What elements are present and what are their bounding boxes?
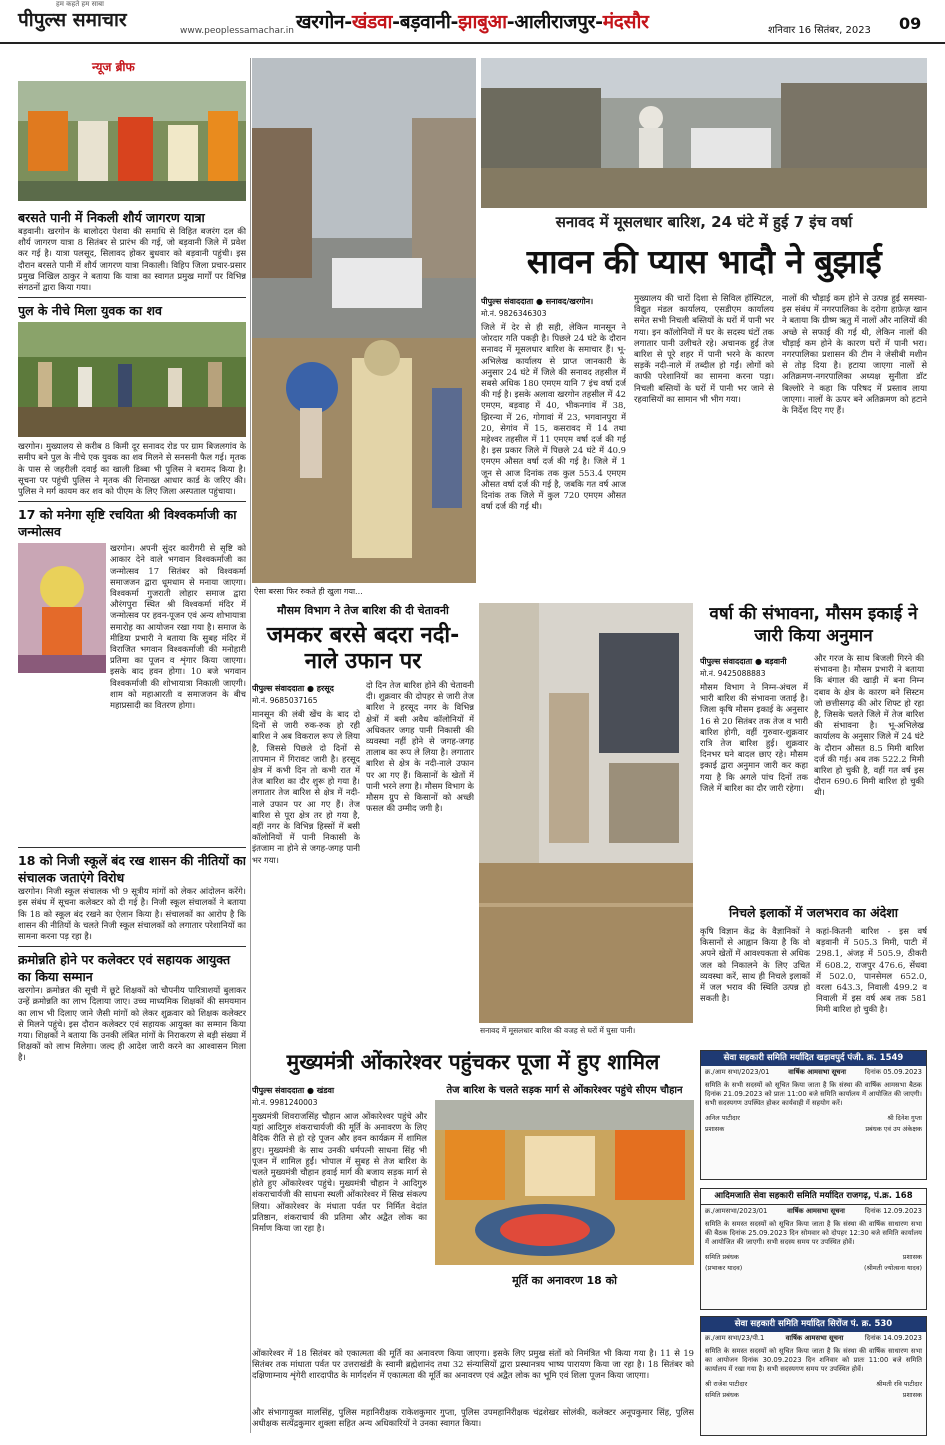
divider (18, 297, 246, 298)
forecast-mobile: मो.नं. 9425088883 (700, 669, 766, 678)
waterlogging-headline[interactable]: निचले इलाकों में जलभराव का अंदेशा (728, 905, 899, 920)
forecast-column-2: और गरज के साथ बिजली गिरने की संभावना है। मौसम प्रभारी ने बताया कि बंगाल की खाड़ी में बना निम्न दबाव के क्षेत्र के कारण बने सिस्टम जो छत्तीसगढ़ की ओर शिफ्ट हो रहा है, जिसके चलते जिले में तेज बारिश की संभावना है। भू-अभिलेख कार्यालय के अनुसार जिले में 24 घंटे के दौरान औसत 8.5 मिमी बारिश दर्ज की गई। अब तक 522.2 मिमी बारिश हो चुकी है, वहीं गत वर्ष इस दौरान 690.6 मिमी बारिश हो चुकी थी। (814, 653, 924, 798)
page-number: 09 (899, 14, 922, 33)
lead-column-1: जिले में देर से ही सही, लेकिन मानसून ने जोरदार गति पकड़ी है। पिछले 24 घंटे के दौरान सनावद में मूसलधार बारिश के समाचार हैं। भू-अभिलेख कार्यालय से प्राप्त जानकारी के अनुसार 24 घंटे में जिले की सनावद तहसील में सबसे अधिक 180 एमएम यानि 7 इंच वर्षा दर्ज की गई है। इसके अलावा खरगोन तहसील में 42 एमएम, बड़वाह में 40, भीकनगांव में 38, झिरन्या में 26, गोगावां में 23, भगवानपुरा में 20, सेगांव में 15, कसरावद में 14 तथा महेश्वर तहसील में 11 एमएम वर्षा दर्ज की गई है। इस प्रकार जिले में पिछले 24 घंटे में 40.9 एमएम औसत वर्षा दर्ज की गई है। जिले में 1 जून से आज दिनांक तक कुल 553.4 एमएम औसत वर्षा दर्ज की गई है, जबकि गत वर्ष आज दिनांक तक जिले में कुल 720 एमएम औसत वर्षा दर्ज की गई थी। (481, 322, 626, 512)
place-khargone: खरगोन (296, 11, 345, 33)
notice-3-role-right: प्रशासक (902, 1391, 922, 1399)
lead-headline[interactable]: सावन की प्यास भादौ ने बुझाई (526, 242, 882, 281)
place-alirajpur: आलीराजपुर (514, 11, 596, 33)
notice-1-role-right: प्रबंधक एवं उप अंकेक्षक (865, 1125, 922, 1133)
brief-1-body: बड़वानी। खरगोन के बालोदरा पेशवा की समाधि से विहित बजरंग दल की शौर्य जागरण यात्रा 8 सितंबर से प्रारंभ की गई, जो बड़वानी जिले में प्रवेश कर गई है। यात्रा पलसूद, सिलावद होकर बुधवार को बड़वानी पहुंची। इस दौरान बरसते पानी में शौर्य जागरण यात्रा निकाली। विहिप जिला प्रचार-प्रसार प्रमुख निखिल ठाकुर ने बताया कि यात्रा का स्वागत प्रमुख मार्गों पर विभिन्न संगठनों द्वारा किया गया। (18, 226, 246, 293)
brief-3-title[interactable]: 17 को मनेगा सृष्टि रचयिता श्री विश्वकर्माजी का जन्मोत्सव (18, 507, 237, 540)
cm-caption: मूर्ति का अनावरण 18 को (512, 1274, 617, 1287)
cm-mobile: मो.नं. 9981240003 (252, 1098, 318, 1107)
notice-3-body: समिति के समस्त सदस्यों को सूचित किया जाता है कि संस्था की वार्षिक साधारण सभा का आयोजन दिनांक 30.09.2023 दिन शनिवार को प्रातः 11:00 बजे समिति कार्यालय में रखा गया है। सभी सदस्यगण समय पर उपस्थित होवें। (705, 1347, 922, 1373)
lead-story (481, 212, 927, 592)
lead-mobile: मो.नं. 9826346303 (481, 309, 547, 318)
cm-subhead: तेज बारिश के चलते सड़क मार्ग से ओंकारेश्वर पहुंचे सीएम चौहान (446, 1085, 683, 1096)
sanawad-rain-photo (481, 58, 927, 208)
notice-2-role-right: (श्रीमती ज्योत्सना यादव) (864, 1264, 922, 1272)
brief-4-title[interactable]: 18 को निजी स्कूलें बंद रख शासन की नीतियों का संचालक जताएंगे विरोध (18, 853, 246, 886)
forecast-column-1: मौसम विभाग ने निम्न-अंचल में भारी बारिश की संभावना जताई है। जिला कृषि मौसम इकाई के अनुसार 16 से 20 सितंबर तक तेज व भारी बारिश होगी, वहीं गुरुवार-शुक्रवार रात्रि तेज बारिश हुई। शुक्रवार दिनभर घने बादल छाए रहे। मौसम इकाई द्वारा अनुमान जारी कर कहा गया है कि अगले पांच दिनों तक जिले में बारिश का दौर जारी रहेगा। (700, 682, 808, 793)
place-barwani: बड़वानी (399, 11, 451, 33)
newspaper-logo[interactable]: हम कहते हम साबा पीपुल्स समाचार (18, 0, 127, 31)
divider (18, 946, 246, 947)
notice-3-ref: क्र./आम सभा/23/पी.1 (705, 1334, 765, 1342)
weather-column-2: दो दिन तेज बारिश होने की चेतावनी दी। शुक्रवार की दोपहर से जारी तेज बारिश ने हरसूद नगर के विभिन्न क्षेत्रों में बसी अवैध कॉलोनियों में अधिकतर जगह पानी निकासी की व्यवस्था नहीं होने से जगह-जगह तालाब का रूप ले लिया है। लगातार बारिश से क्षेत्र के नदी-नाले उफान पर आ गए हैं। किसानों के खेतों में पानी भरने लगा है। मौसम विभाग के मौसम ग्रुप से किसानों को अच्छी फसल की उम्मीद जगी है। (366, 680, 474, 814)
brief-2-body: खरगोन। मुख्यालय से करीब 8 किमी दूर सनावद रोड पर ग्राम बिजलगांव के समीप बने पुल के नीचे एक युवक का शव मिलने से सनसनी फैल गई। मृतक के पास से जहरीली दवाई का खाली डिब्बा भी पुलिस ने बरामद किया है। सूचना पर पहुंची पुलिस ने मृतक की शिनाख्त आधार कार्ड के जरिए की। पुलिस ने मर्ग कायम कर शव को पीएम के लिए जिला अस्पताल पहुंचाया। (18, 441, 246, 497)
website-url[interactable]: www.peoplessamachar.in (180, 26, 294, 36)
lead-byline: पीपुल्स संवाददाता ● सनावद/खरगोन। (481, 297, 594, 306)
lead-column-2: मुख्यालय की चारों दिशा से सिविल हॉस्पिटल, विद्युत मंडल कार्यालय, एसडीएम कार्यालय समेत सभी निचली बस्तियों के घरों में पानी भर गया। इन कॉलोनियों में घर के सदस्य घंटों तक लगातार पानी उलीचते रहे। अचानक हुई तेज बारिश से पूरे शहर में पानी भरने के कारण सड़कें नदी-नाले में तब्दील हो गईं। लोगों को काफी परेशानियों का सामना करना पड़ा। निचली बस्तियों के घरों में पानी भर जाने से रहवासियों का सामान भी भीग गया। (634, 293, 774, 404)
notice-1 (700, 1050, 927, 1180)
vishwakarma-idol-photo (18, 543, 106, 673)
rain-forecast-story (700, 603, 927, 898)
bridge-body-photo (18, 322, 246, 437)
notice-1-role-left: प्रशासक (705, 1125, 725, 1133)
notice-3-role-left: समिति प्रबंधक (705, 1391, 739, 1399)
cm-body: मुख्यमंत्री शिवराजसिंह चौहान आज ओंकारेश्वर पहुंचे और यहां आदिगुरु शंकराचार्यजी की मूर्ति के अनावरण के लिए वैदिक रीति से हो रहे पूजन और हवन कार्यक्रम में शामिल हुए। मुख्यमंत्री के साथ उनकी धर्मपत्नी साधना सिंह भी पूजन में शामिल हुईं। भोपाल में सुबह से तेज बारिश के चलते मुख्यमंत्री चौहान हवाई मार्ग की बजाय सड़क मार्ग से होते हुए ओंकारेश्वर पहुंचे। मुख्यमंत्री चौहान ने आदिगुरु शंकराचार्यजी की साधना स्थली ओंकारेश्वर में सिख संकल्प लिया। ओंकारेश्वर के मंधाता पर्वत पर निर्मित वेदांत प्रतिष्ठान, शंकराचार्य की प्रतिमा और अद्वैत लोक का निर्माण किया जा रहा है। (252, 1111, 427, 1234)
weather-story (252, 603, 474, 1043)
notice-3-sign-left: श्री राजेश पाटीदार (705, 1380, 748, 1388)
notice-2-role-left: (प्रभाकर यादव) (705, 1264, 743, 1272)
notice-2-subject: वार्षिक आमसभा सूचना (787, 1207, 845, 1215)
weather-mobile: मो.नं. 9685037165 (252, 696, 318, 705)
brief-3-body: खरगोन। अपनी सुंदर कारीगरी से सृष्टि को आकार देने वाले भगवान विश्वकर्माजी का जन्मोत्सव 17 सितंबर को विश्वकर्मा समाजजन द्वारा धूमधाम से मनाया जाएगा। विश्वकर्मा गुजराती लोहार समाज द्वारा औरंगपुरा स्थित श्री विश्वकर्मा मंदिर में जन्मोत्सव पर हवन-पूजन एवं अन्य शोभायात्रा समारोह का आयोजन रखा गया है। समाज के मीडिया प्रभारी ने बताया कि सुबह मंदिर में विराजित भगवान विश्वकर्माजी की मनोहारी प्रतिमा का पूजन व शृंगार किया जाएगा। इसके बाद हवन होगा। 10 बजे भगवान विश्वकर्माजी की शोभायात्रा निकाली जाएगी। शाम को महाआरती व समाजजन के बीच महाप्रसादी का वितरण होगा। (110, 543, 246, 711)
brief-4-body: खरगोन। निजी स्कूल संचालक भी 9 सूत्रीय मांगों को लेकर आंदोलन करेंगे। इस संबंध में सूचना कलेक्टर को दी गई है। निजी स्कूल संचालकों ने बताया कि 18 को स्कूल बंद रखने का ऐलान किया है। संचालकों का आरोप है कि शासन की नीतियों के चलते निजी स्कूल संचालकों को लगातार परेशानियों का सामना करना पड़ रहा है। (18, 886, 246, 942)
lead-column-3: नालों की चौड़ाई कम होने से उत्पन्न हुई समस्या-इस संबंध में नगरपालिका के दरोगा हाफ़ेज़ खान ने बताया कि ग्रीष्म ऋतु में नालों और नालियों की अच्छे से सफाई की गई थी, लेकिन नालों की चौड़ाई कम होने के कारण घरों में पानी भरा। नगरपालिका प्रशासन की टीम ने जेसीबी मशीन से तोड़ दिया है। हटाया जाएगा नालों से अतिक्रमण-नगरपालिका अध्यक्ष सुनीता डॉट बिल्लोरे ने कहा कि परिषद में प्रस्ताव लाया जाएगा। नालों के ऊपर बने अतिक्रमण को हटाने के निर्देश दिए गए हैं। (782, 293, 927, 416)
divider (18, 501, 246, 502)
notice-1-body: समिति के सभी सदस्यों को सूचित किया जाता है कि संस्था की वार्षिक आमसभा बैठक दिनांक 21.09.2023 को प्रातः 11:00 बजे समिति कार्यालय में आयोजित की जाएगी। सभी सदस्यगण उपस्थित होकर कार्यवाही में सहयोग करें। (705, 1081, 922, 1107)
brief-2-title[interactable]: पुल के नीचे मिला युवक का शव (18, 303, 162, 319)
waterlogging-column-1: कृषि विज्ञान केंद्र के वैज्ञानिकों ने किसानों से आह्वान किया है कि वो अपने खेतों में आवश्यकता से अधिक जल को निकालने के लिए उचित व्यवस्था करें, साथ ही निचले इलाकों में जल भराव की स्थिति उत्पन्न हो सकती है। (700, 926, 810, 1004)
notice-2 (700, 1188, 927, 1310)
omkareshwar-puja-photo (435, 1100, 694, 1265)
notice-2-ref: क्र./आमसभा/2023/01 (705, 1207, 768, 1215)
cm-headline[interactable]: मुख्यमंत्री ओंकारेश्वर पहुंचकर पूजा में हुए शामिल (286, 1050, 660, 1074)
place-mandsaur: मंदसौर (602, 11, 649, 33)
brief-1-title[interactable]: बरसते पानी में निकली शौर्य जागरण यात्रा (18, 210, 205, 225)
cm-attendees: और संभागायुक्त मालसिंह, पुलिस महानिरीक्षक राकेशकुमार गुप्ता, पुलिस उपमहानिरीक्षक चंद्रशेखर सोलंकी, कलेक्टर अनूपकुमार सिंह, पुलिस अधीक्षक सत्येंद्रकुमार शुक्ला सहित अन्य अधिकारियों ने उनका स्वागत किया। (252, 1407, 694, 1429)
weather-headline[interactable]: जमकर बरसे बदरा नदी-नाले उफान पर (266, 623, 460, 674)
forecast-byline: पीपुल्स संवाददाता ● बड़वानी (700, 657, 787, 666)
logo-tagline: हम कहते हम साबा (56, 0, 104, 8)
notice-3-title: सेवा सहकारी समिति मर्यादित सिरोंज पं. क्र. 530 (701, 1317, 926, 1332)
flood-photo-caption: ऐसा बरसा फिर रुकते ही खुला गया... (254, 587, 363, 596)
room-photo-caption: सनावद में मूसलधार बारिश की वजह से घरों में घुसा पानी। (480, 1026, 636, 1035)
notice-3-date: दिनांक 14.09.2023 (864, 1334, 922, 1342)
masthead (0, 0, 945, 44)
brief-5-title[interactable]: क्रमोन्नति होने पर कलेक्टर एवं सहायक आयुक्त का किया सम्मान (18, 952, 231, 985)
weather-byline: पीपुल्स संवाददाता ● हरसूद (252, 684, 334, 693)
notice-1-sign-right: श्री दिनेश गुप्ता (887, 1114, 922, 1122)
column-divider (250, 58, 251, 1433)
brief-5-body: खरगोन। क्रमोन्नत की सूची में छूटे शिक्षकों को चौपनीय पारित्राशयों बुलाकर उन्हें क्रमोन्नति का लाभ दिलाया जाए। उच्च माध्यमिक शिक्षकों की समयमान का लाभ भी दिलाए जाने जैसी मांगों को लेकर शुक्रवार को शिक्षक कलेक्टर से मिलने पहुंचे। इस दौरान कलेक्टर एवं सहायक आयुक्त का सम्मान किया गया। शिक्षकों ने बताया कि उनकी लंबित मांगों के निराकरण से बड़ी संख्या में शिक्षकों को लाभ मिलेगा। जल्द ही आदेश जारी करने का आश्वासन मिला है। (18, 985, 246, 1063)
notice-1-date: दिनांक 05.09.2023 (864, 1068, 922, 1076)
forecast-headline[interactable]: वर्षा की संभावना, मौसम इकाई ने जारी किया अनुमान (709, 604, 918, 646)
notice-2-title: आदिमजाति सेवा सहकारी समिति मर्यादित राजगढ़, पं.क्र. 168 (701, 1189, 926, 1205)
procession-photo (18, 81, 246, 201)
notice-2-sign-right: प्रशासक (902, 1253, 922, 1261)
notice-1-ref: क्र./आम सभा/2023/01 (705, 1068, 770, 1076)
notice-1-title: सेवा सहकारी समिति मर्यादित खड़ावपुर्द पंजी. क्र. 1549 (701, 1051, 926, 1066)
cm-byline: पीपुल्स संवाददाता ● खंडवा (252, 1086, 335, 1095)
edition-places: खरगोन-खंडवा-बड़वानी-झाबुआ-आलीराजपुर-मंदसौर (296, 11, 649, 33)
flooded-street-photo (252, 58, 476, 583)
place-khandwa: खंडवा (351, 11, 393, 33)
news-brief-column (18, 58, 246, 1433)
notice-1-sign-left: अनिल पाटीदार (705, 1114, 740, 1122)
notice-2-date: दिनांक 12.09.2023 (864, 1207, 922, 1215)
notice-3-sign-right: श्रीमती रवि पाटीदार (876, 1380, 922, 1388)
waterlogging-column-2: कहां-कितनी बारिश - इस वर्ष बड़वानी में 505.3 मिमी, पाटी में 298.1, अंजड़ में 505.9, ठीकरी में 608.2, राजपुर 476.6, सेंधवा में 502.0, पानसेमल 652.0, वरला 643.3, निवाली 499.2 व निवाली में इस वर्ष अब तक 581 मिमी बारिश हो चुकी है। (816, 926, 927, 1015)
notice-1-subject: वार्षिक आमसभा सूचना (788, 1068, 847, 1076)
weather-column-1: मानसून की लंबी खेंच के बाद दो दिनों से जारी रुक-रुक हो रही बारिश ने अब विकराल रूप ले लिया है, जिससे पिछले दो दिनों से तापमान में गिरावट जारी है। हरसूद क्षेत्र में कभी दिन तो कभी रात में तेज बारिश का दौर शुरू हो गया है। लगातार तेज बारिश से क्षेत्र में नदी-नाले उफान पर आ गए हैं। तेज बारिश से पूरा क्षेत्र तर हो गया है, वहीं नगर के विभिन्न हिस्सों में बसी कॉलोनियों में पानी निकासी के इंतजाम ना होने से जगह-जगह पानी भर गया। (252, 709, 360, 865)
issue-date: शनिवार 16 सितंबर, 2023 (768, 25, 871, 36)
waterlogging-story (700, 904, 927, 1044)
cm-body-2: ओंकारेश्वर में 18 सितंबर को एकात्मता की मूर्ति का अनावरण किया जाएगा। इसके लिए प्रमुख संतों को निमंत्रित भी किया गया है। 11 से 19 सितंबर तक मांधाता पर्वत पर उत्तराखंडी के स्वामी ब्रह्मेशानंद तथा 32 संन्यासियों द्वारा प्रस्थानत्रय भाष्य पारायण किया जा रहा है। 18 सितंबर को दक्षिणाम्नाय शृंगेरी शारदापीठ के मार्गदर्शन में एकात्मता की मूर्ति का अनावरण एवं अद्वैत लोक का भूमि एवं शिला पूजन किया जाएगा। (252, 1348, 694, 1381)
brief-label: न्यूज ब्रीफ (92, 60, 135, 74)
weather-kicker: मौसम विभाग ने तेज बारिश की दी चेतावनी (277, 604, 449, 617)
lead-kicker: सनावद में मूसलधार बारिश, 24 घंटे में हुई 7 इंच वर्षा (555, 213, 853, 231)
flooded-room-photo (479, 603, 693, 1023)
place-jhabua: झाबुआ (458, 11, 507, 33)
notice-2-sign-left: समिति प्रबंधक (705, 1253, 739, 1261)
notice-3-subject: वार्षिक आमसभा सूचना (785, 1334, 844, 1342)
notice-3 (700, 1316, 927, 1436)
notice-2-body: समिति के समस्त सदस्यों को सूचित किया जाता है कि संस्था की वार्षिक साधारण सभा की बैठक दिनांक 25.09.2023 दिन सोमवार को दोपहर 12:30 बजे समिति कार्यालय में आयोजित की जाएगी। सभी सदस्य समय पर उपस्थित होवें। (705, 1220, 922, 1246)
cm-story (252, 1048, 694, 1438)
divider (18, 847, 246, 848)
